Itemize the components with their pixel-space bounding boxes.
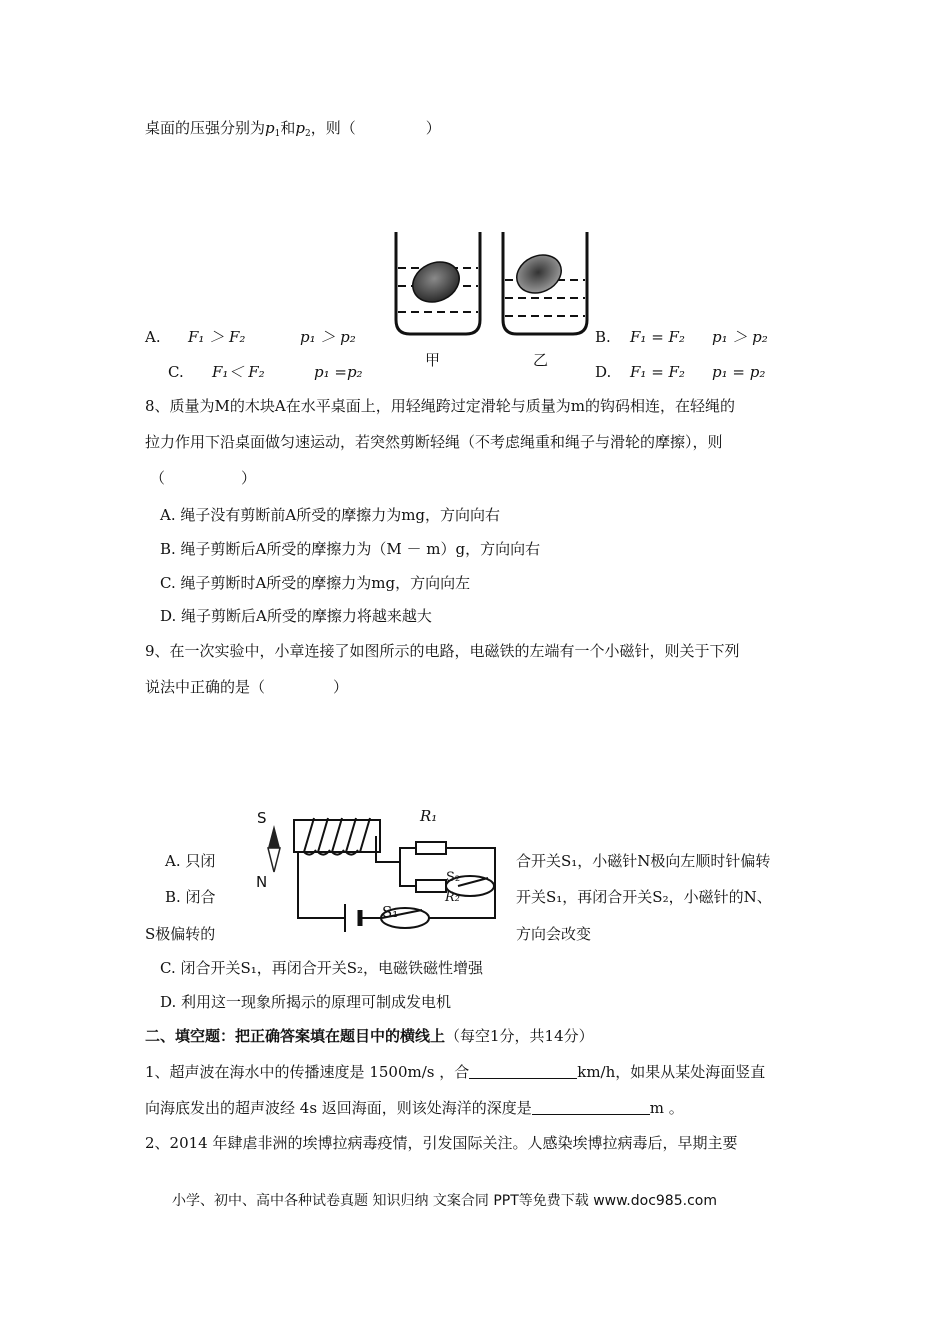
right-egg <box>511 248 568 300</box>
q8-option-d: D. 绳子剪断后A所受的摩擦力将越来越大 <box>160 607 432 625</box>
question-7-stem-tail: 桌面的压强分别为$p_1$和$p_2$，则（ ） <box>145 119 441 139</box>
fill-blank-depth[interactable] <box>532 1100 650 1115</box>
switch-s2-label: S₂ <box>446 870 461 885</box>
compass-needle-north <box>268 825 280 848</box>
left-egg <box>406 255 466 310</box>
q9-option-d: D. 利用这一现象所揭示的原理可制成发电机 <box>160 993 452 1011</box>
cups-figure <box>388 228 608 358</box>
fill-q1-line-2: 向海底发出的超声波经 4s 返回海面，则该处海洋的深度是 m 。 <box>145 1099 684 1117</box>
fill-q1-line-1: 1、超声波在海水中的传播速度是 1500m/s ，合 km/h，如果从某处海面竖直 <box>145 1063 766 1081</box>
q7-option-b-pressure: p₁ ＞ p₂ <box>712 328 768 346</box>
q7-option-d-label: D. <box>595 363 612 381</box>
q7-option-a-force: F₁ ＞ F₂ <box>188 328 246 346</box>
q7-option-b-label: B. <box>595 328 611 346</box>
section-2-heading: 二、填空题：把正确答案填在题目中的横线上（每空1分，共14分） <box>145 1027 594 1045</box>
q8-stem-line-1: 8、质量为M的木块A在水平桌面上，用轻绳跨过定滑轮与质量为m的钩码相连，在轻绳的 <box>145 397 735 415</box>
q9-option-b-right: 开关S₁，再闭合开关S₂，小磁针的N、 <box>516 888 772 906</box>
q8-option-c: C. 绳子剪断时A所受的摩擦力为mg，方向向左 <box>160 574 471 592</box>
needle-label-n: N <box>256 873 268 891</box>
q7-option-c-label: C. <box>168 363 184 381</box>
q9-option-b-cont-left: S极偏转的 <box>145 925 216 943</box>
page-footer: 小学、初中、高中各种试卷真题 知识归纳 文案合同 PPT等免费下载 www.doc985.com <box>172 1193 717 1209</box>
resistor-r2 <box>416 880 446 892</box>
q9-option-a-left: A. 只闭 <box>165 852 216 870</box>
q9-option-c: C. 闭合开关S₁，再闭合开关S₂，电磁铁磁性增强 <box>160 959 484 977</box>
q7-option-a-pressure: p₁ ＞ p₂ <box>300 328 356 346</box>
resistor-r1 <box>416 842 446 854</box>
q9-option-b-left: B. 闭合 <box>165 888 216 906</box>
q8-answer-bracket: （ ） <box>150 469 257 487</box>
cup-label-right: 乙 <box>533 351 549 369</box>
q7-option-c-force: F₁＜ F₂ <box>212 363 265 381</box>
q8-stem-line-2: 拉力作用下沿桌面做匀速运动，若突然剪断轻绳（不考虑绳重和绳子与滑轮的摩擦），则 <box>145 433 723 451</box>
q8-option-b: B. 绳子剪断后A所受的摩擦力为（M － m）g，方向向右 <box>160 540 541 558</box>
fill-blank-speed[interactable] <box>469 1064 577 1079</box>
q7-option-d-force: F₁ = F₂ <box>630 363 685 381</box>
q7-option-a-label: A. <box>145 328 161 346</box>
compass-needle-south <box>268 848 280 872</box>
needle-label-s: S <box>257 809 267 827</box>
resistor-r2-label: R₂ <box>445 890 460 905</box>
q8-option-a: A. 绳子没有剪断前A所受的摩擦力为mg，方向向右 <box>160 506 501 524</box>
cup-label-left: 甲 <box>425 351 441 369</box>
q9-option-b-cont-right: 方向会改变 <box>516 925 592 943</box>
q7-option-b-force: F₁ = F₂ <box>630 328 685 346</box>
q9-stem-line-2: 说法中正确的是（ ） <box>145 678 349 696</box>
q7-option-c-pressure: p₁ =p₂ <box>314 363 363 381</box>
switch-s1-label: S₁ <box>382 903 399 921</box>
q9-stem-line-1: 9、在一次实验中，小章连接了如图所示的电路，电磁铁的左端有一个小磁针，则关于下列 <box>145 642 740 660</box>
q9-option-a-right: 合开关S₁，小磁针N极向左顺时针偏转 <box>516 852 771 870</box>
q7-option-d-pressure: p₁ = p₂ <box>712 363 766 381</box>
resistor-r1-label: R₁ <box>420 807 438 825</box>
fill-q2-line-1: 2、2014 年肆虐非洲的埃博拉病毒疫情，引发国际关注。人感染埃博拉病毒后，早期主要 <box>145 1134 738 1152</box>
circuit-diagram <box>250 800 510 930</box>
